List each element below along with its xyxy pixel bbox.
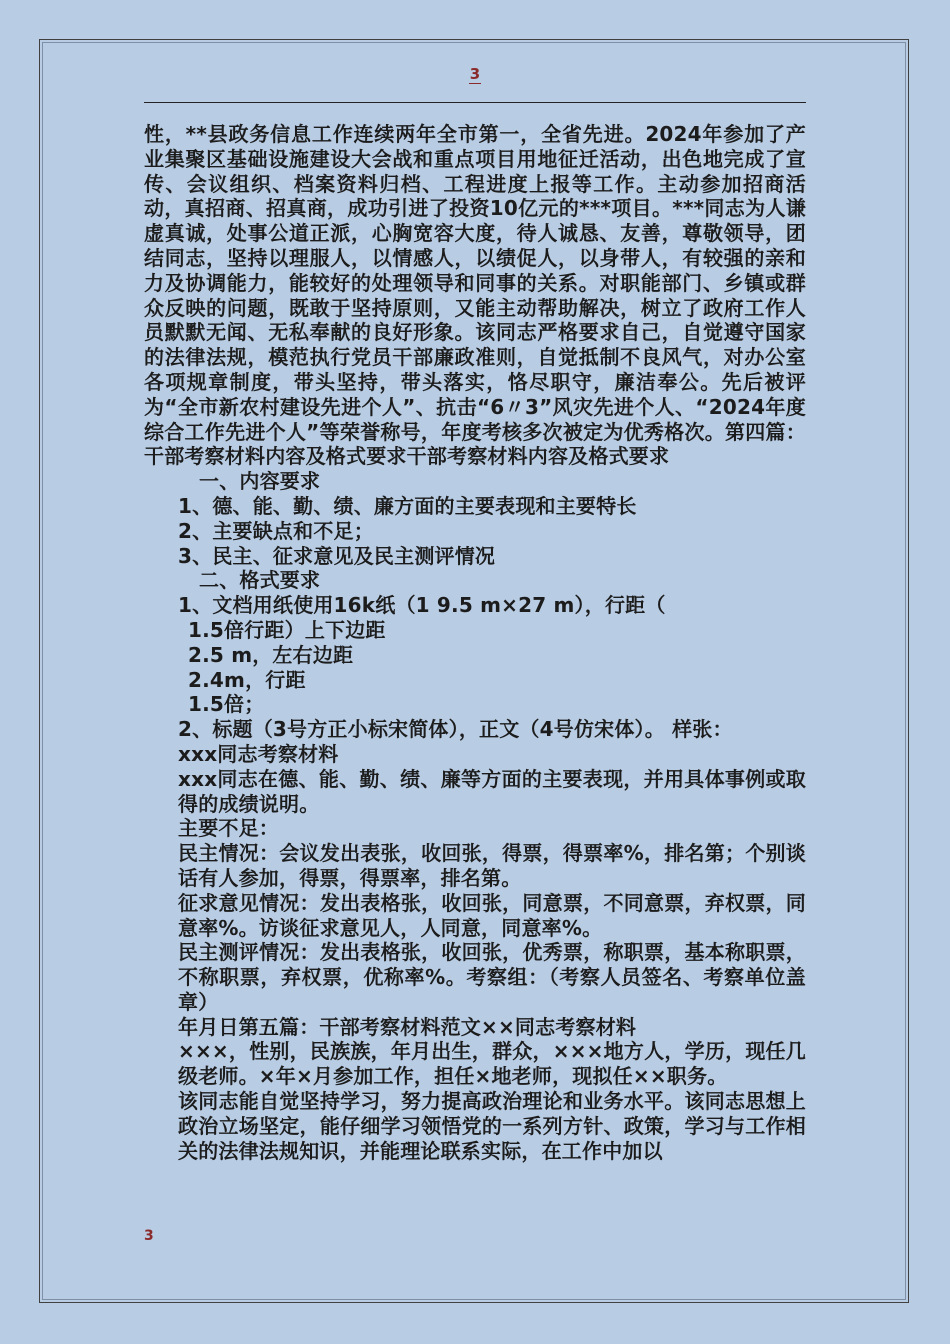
- header-page-number-text: 3: [469, 65, 481, 83]
- paragraph: 3、民主、征求意见及民主测评情况: [178, 543, 496, 568]
- document-body: [144, 122, 806, 1163]
- paragraph: 年月日第五篇：干部考察材料范文××同志考察材料: [178, 1014, 637, 1039]
- paragraph: 民主情况：会议发出表张，收回张，得票，得票率%，排名第；个别谈话有人参加，得票，得票率，排名第。: [178, 841, 806, 890]
- paragraph: 1.5倍；: [188, 692, 265, 717]
- paragraph: 主要不足：: [178, 816, 279, 841]
- paragraph: xxx同志在德、能、勤、绩、廉等方面的主要表现，并用具体事例或取得的成绩说明。: [178, 766, 806, 816]
- header-page-number: [0, 64, 950, 84]
- paragraph: 民主测评情况：发出表格张，收回张，优秀票，称职票，基本称职票，不称职票，弃权票，优称率%。考察组：（考察人员签名、考察单位盖章）: [178, 940, 806, 1014]
- paragraph: ×××，性别，民族族，年月出生，群众，×××地方人，学历，现任几级老师。×年×月参加工作，担任×地老师，现拟任××职务。: [178, 1039, 806, 1089]
- paragraph: 二、格式要求: [199, 568, 321, 593]
- paragraph: 2、主要缺点和不足；: [178, 518, 374, 543]
- paragraph: 性，**县政务信息工作连续两年全市第一，全省先进。2024年参加了产业集聚区基础设施建设大会战和重点项目用地征迁活动，出色地完成了宣传、会议组织、档案资料归档、工程进度上报等工作。主动参加招商活动，真招商、招真商，成功引进了投资10亿元的***项目。***同志为人谦虚真诚，处事公道正派，心胸宽容大度，待人诚恳、友善，尊敬领导，团结同志，坚持以理服人，以情感人，以绩促人，以身带人，有较强的亲和力及协调能力，能较好的处理领导和同事的关系。对职能部门、乡镇或群众反映的问题，既敢于坚持原则，又能主动帮助解决，树立了政府工作人员默默无闻、无私奉献的良好形象。该同志严格要求自己，自觉遵守国家的法律法规，模范执行党员干部廉政准则，自觉抵制不良风气，对办公室各项规章制度，带头坚持，带头落实，恪尽职守，廉洁奉公。先后被评为“全市新农村建设先进个人”、抗击“6〃3”风灾先进个人、“2024年度综合工作先进个人”等荣誉称号，年度考核多次被定为优秀格次。第四篇：干部考察材料内容及格式要求干部考察材料内容及格式要求: [144, 122, 806, 469]
- paragraph: 1、德、能、勤、绩、廉方面的主要表现和主要特长: [178, 493, 637, 518]
- paragraph: 该同志能自觉坚持学习，努力提高政治理论和业务水平。该同志思想上政治立场坚定，能仔细学习领悟党的一系列方针、政策，学习与工作相关的法律法规知识，并能理论联系实际，在工作中加以: [178, 1089, 806, 1163]
- paragraph: xxx同志考察材料: [178, 741, 339, 766]
- paragraph: 1.5倍行距）上下边距: [188, 617, 386, 642]
- paragraph: 征求意见情况：发出表格张，收回张，同意票，不同意票，弃权票，同意率%。访谈征求意见人，人同意，同意率%。: [178, 890, 806, 940]
- paragraph: 2、标题（3号方正小标宋简体），正文（4号仿宋体）。 样张：: [178, 717, 733, 742]
- header-divider: [144, 102, 806, 103]
- paragraph: 2.5 m，左右边距: [188, 642, 354, 667]
- footer-page-number: 3: [144, 1228, 154, 1244]
- paragraph: 1、文档用纸使用16k纸（1 9.5 m×27 m），行距（: [178, 593, 666, 618]
- paragraph: 一、内容要求: [199, 469, 321, 494]
- paragraph: 2.4m，行距: [188, 667, 306, 692]
